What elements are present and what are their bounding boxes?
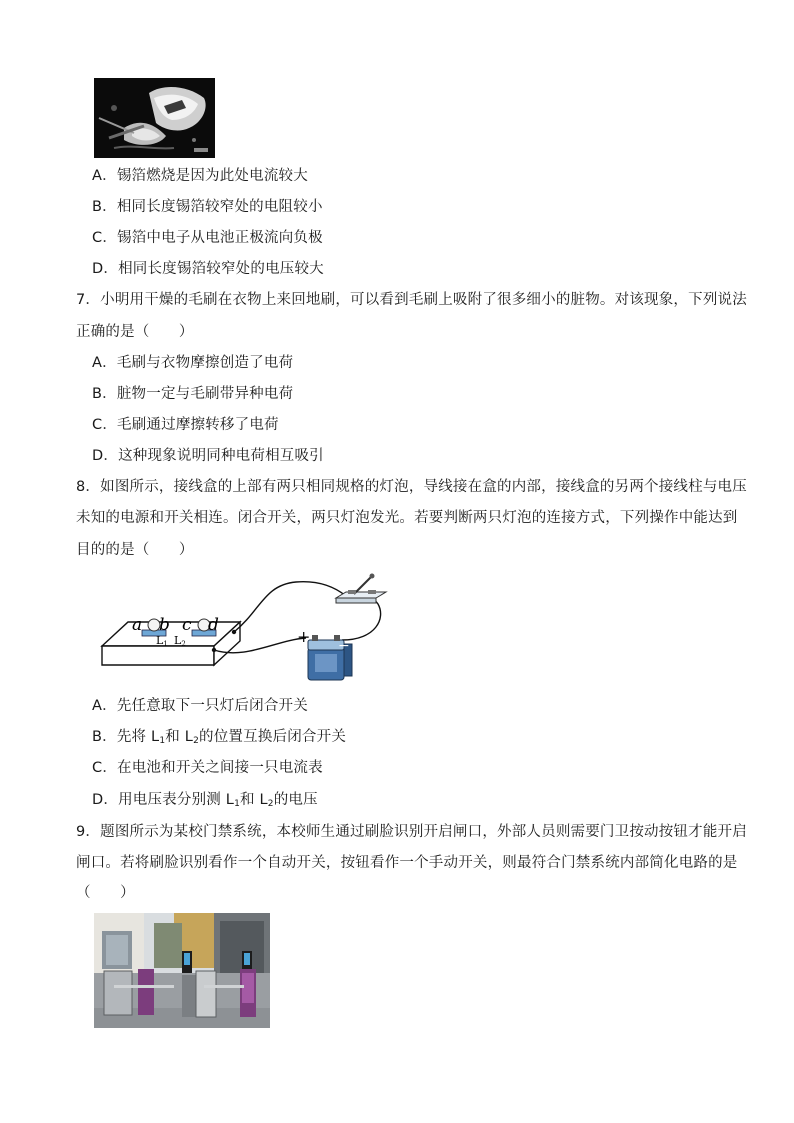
label-a: a <box>132 615 143 635</box>
q7-stem-line1: 7．小明用干燥的毛刷在衣物上来回地刷，可以看到毛刷上吸附了很多细小的脏物。对该现象，下列说法 <box>76 292 747 308</box>
q8-stem-line3: 目的的是（ ） <box>76 542 194 558</box>
q9-stem-line1: 9．题图所示为某校门禁系统，本校师生通过刷脸识别开启闸口，外部人员则需要门卫按动按钮才能开启 <box>76 824 747 840</box>
q7-option-d: D．这种现象说明同种电荷相互吸引 <box>92 448 324 464</box>
junction-box-circuit-figure <box>96 570 396 685</box>
q8-stem-line2: 未知的电源和开关相连。闭合开关，两只灯泡发光。若要判断两只灯泡的连接方式，下列操作中能达到 <box>76 510 738 526</box>
label-l1: L1 <box>156 634 168 648</box>
label-d: d <box>208 615 219 635</box>
q6-option-b: B．相同长度锡箔较窄处的电阻较小 <box>92 199 323 215</box>
wire-to-switch <box>234 582 346 632</box>
q6-option-d: D．相同长度锡箔较窄处的电压较大 <box>92 261 324 277</box>
q6-option-c: C．锡箔中电子从电池正极流向负极 <box>92 230 323 246</box>
q8-option-c: C．在电池和开关之间接一只电流表 <box>92 760 323 776</box>
q8-option-d: D．用电压表分别测 $L_1$和 $L_2$的电压 <box>92 792 318 809</box>
wire-battery-to-switch <box>342 598 381 640</box>
q7-option-c: C．毛刷通过摩擦转移了电荷 <box>92 417 279 433</box>
q8-option-b: B．先将 $L_1$和 $L_2$的位置互换后闭合开关 <box>92 729 347 746</box>
q7-option-b: B．脏物一定与毛刷带异种电荷 <box>92 386 294 402</box>
q7-option-a: A．毛刷与衣物摩擦创造了电荷 <box>92 355 294 371</box>
q6-option-a: A．锡箔燃烧是因为此处电流较大 <box>92 168 308 184</box>
label-l2: L2 <box>174 634 186 648</box>
q9-stem-line2: 闸口。若将刷脸识别看作一个自动开关，按钮看作一个手动开关，则最符合门禁系统内部简化电路的是 <box>76 855 738 871</box>
battery-minus-label: − <box>338 638 350 654</box>
label-b: b <box>159 615 170 635</box>
q8-stem-line1: 8．如图所示，接线盒的上部有两只相同规格的灯泡，导线接在盒的内部，接线盒的另两个接线柱与电压 <box>76 479 747 495</box>
q9-stem-line3: （ ） <box>76 885 135 901</box>
q8-option-a: A．先任意取下一只灯后闭合开关 <box>92 698 308 714</box>
q7-stem-line2: 正确的是（ ） <box>76 324 194 340</box>
knife-switch-icon <box>336 574 386 604</box>
battery-plus-label: + <box>297 627 311 646</box>
school-gate-photo <box>94 913 270 1028</box>
label-c: c <box>182 615 192 635</box>
tin-foil-photo <box>94 78 215 158</box>
junction-box-front <box>102 646 214 665</box>
